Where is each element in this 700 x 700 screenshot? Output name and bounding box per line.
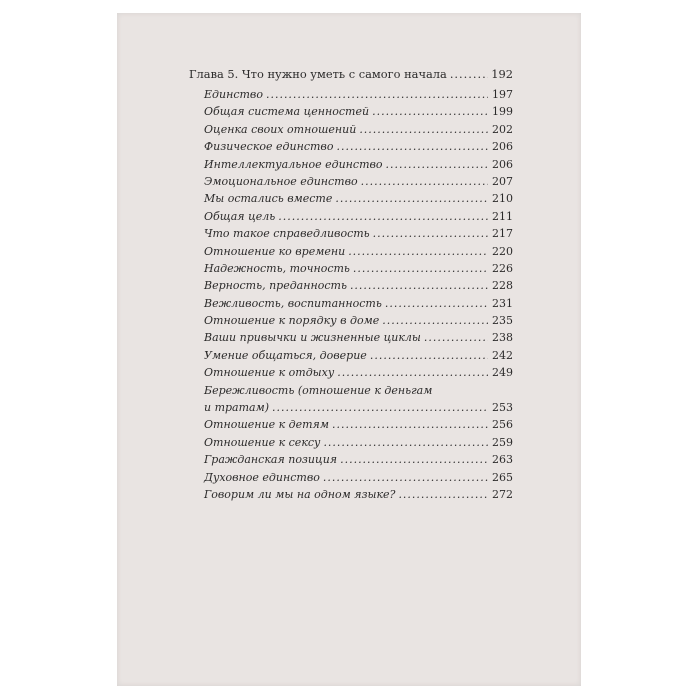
leader-dots [337,364,488,381]
entry-title: Мы остались вместе [204,192,333,206]
leader-dots [398,486,488,503]
toc-entries [189,86,513,382]
leader-dots [278,208,488,225]
leader-dots [353,260,488,277]
entry-title: Гражданская позиция [204,453,338,467]
leader-dots [450,65,488,84]
entry-page-number: 206 [492,157,513,171]
toc-entry-row [189,312,513,329]
leader-dots [336,138,488,155]
entry-page-number: 249 [492,366,513,380]
entry-title: Надежность, точность [204,261,350,275]
entry-title-line1: Бережливость (отношение к деньгам [204,383,433,397]
toc-entry-row [189,434,513,451]
entry-page-number: 202 [492,122,513,136]
entry-title: Общая цель [204,209,276,223]
entry-title: Духовное единство [204,470,320,484]
toc-chapter-row [189,65,513,84]
leader-dots [350,277,488,294]
toc-entry-row [189,103,513,120]
leader-dots [272,399,488,416]
toc-entry-row [189,295,513,312]
leader-dots [348,243,488,260]
toc-entry-multiline-line2 [189,399,513,416]
entry-page-number: 207 [492,174,513,188]
book-page [117,13,581,686]
entry-title: Отношение к детям [204,418,329,432]
entry-page-number: 238 [492,331,513,345]
entry-page-number: 259 [492,435,513,449]
entry-page-number: 211 [492,209,513,223]
toc-entry-row [189,156,513,173]
entry-title: Что такое справедливость [204,227,370,241]
toc-entry-multiline-line1 [189,382,513,399]
toc-entry-row [189,225,513,242]
toc-entry-row [189,277,513,294]
toc-entry-row [189,364,513,381]
entry-page-number: 206 [492,140,513,154]
entry-title: Интеллектуальное единство [204,157,383,171]
leader-dots [372,103,488,120]
toc-entry-row [189,451,513,468]
entry-title: Оценка своих отношений [204,122,357,136]
entry-page-number: 253 [492,401,513,415]
entry-title: Говорим ли мы на одном языке? [204,487,396,501]
leader-dots [386,156,488,173]
entry-page-number: 263 [492,453,513,467]
toc-entry-row [189,260,513,277]
toc-entry-row [189,121,513,138]
entry-title: Отношение ко времени [204,244,346,258]
entry-page-number: 272 [492,487,513,501]
toc-entry-row [189,173,513,190]
entry-title: Общая система ценностей [204,105,370,119]
entry-title: Физическое единство [204,140,334,154]
entry-page-number: 228 [492,279,513,293]
table-of-contents [189,65,513,503]
leader-dots [359,121,488,138]
toc-entry-row [189,329,513,346]
leader-dots [323,469,488,486]
leader-dots [266,86,488,103]
toc-entry-row [189,243,513,260]
entry-page-number: 265 [492,470,513,484]
toc-entry-row [189,86,513,103]
entry-title: Эмоциональное единство [204,174,358,188]
chapter-title: Глава 5. Что нужно уметь с самого начала [189,67,447,81]
leader-dots [385,295,488,312]
entry-page-number: 226 [492,261,513,275]
chapter-page-number: 192 [491,67,513,81]
leader-dots [340,451,488,468]
entry-page-number: 242 [492,348,513,362]
entry-page-number: 210 [492,192,513,206]
toc-entry-row [189,138,513,155]
entry-page-number: 235 [492,314,513,328]
leader-dots [335,190,488,207]
entry-title: Отношение к сексу [204,435,321,449]
toc-entries-after [189,416,513,503]
entry-title: Отношение к порядку в доме [204,314,380,328]
entry-page-number: 220 [492,244,513,258]
toc-entry-row [189,416,513,433]
entry-title-line2: и тратам) [204,401,270,415]
leader-dots [323,434,488,451]
toc-entry-row [189,469,513,486]
entry-title: Умение общаться, доверие [204,348,367,362]
toc-entry-row [189,347,513,364]
toc-entry-row [189,486,513,503]
entry-page-number: 217 [492,227,513,241]
leader-dots [361,173,488,190]
leader-dots [424,329,488,346]
toc-entry-row [189,190,513,207]
entry-title: Отношение к отдыху [204,366,335,380]
leader-dots [382,312,488,329]
entry-title: Единство [204,88,263,101]
leader-dots [370,347,488,364]
entry-title: Вежливость, воспитанность [204,296,382,310]
entry-page-number: 197 [492,88,513,101]
entry-page-number: 231 [492,296,513,310]
entry-page-number: 199 [492,105,513,119]
leader-dots [332,416,488,433]
toc-entry-row [189,208,513,225]
entry-title: Верность, преданность [204,279,347,293]
entry-page-number: 256 [492,418,513,432]
leader-dots [373,225,488,242]
entry-title: Ваши привычки и жизненные циклы [204,331,421,345]
